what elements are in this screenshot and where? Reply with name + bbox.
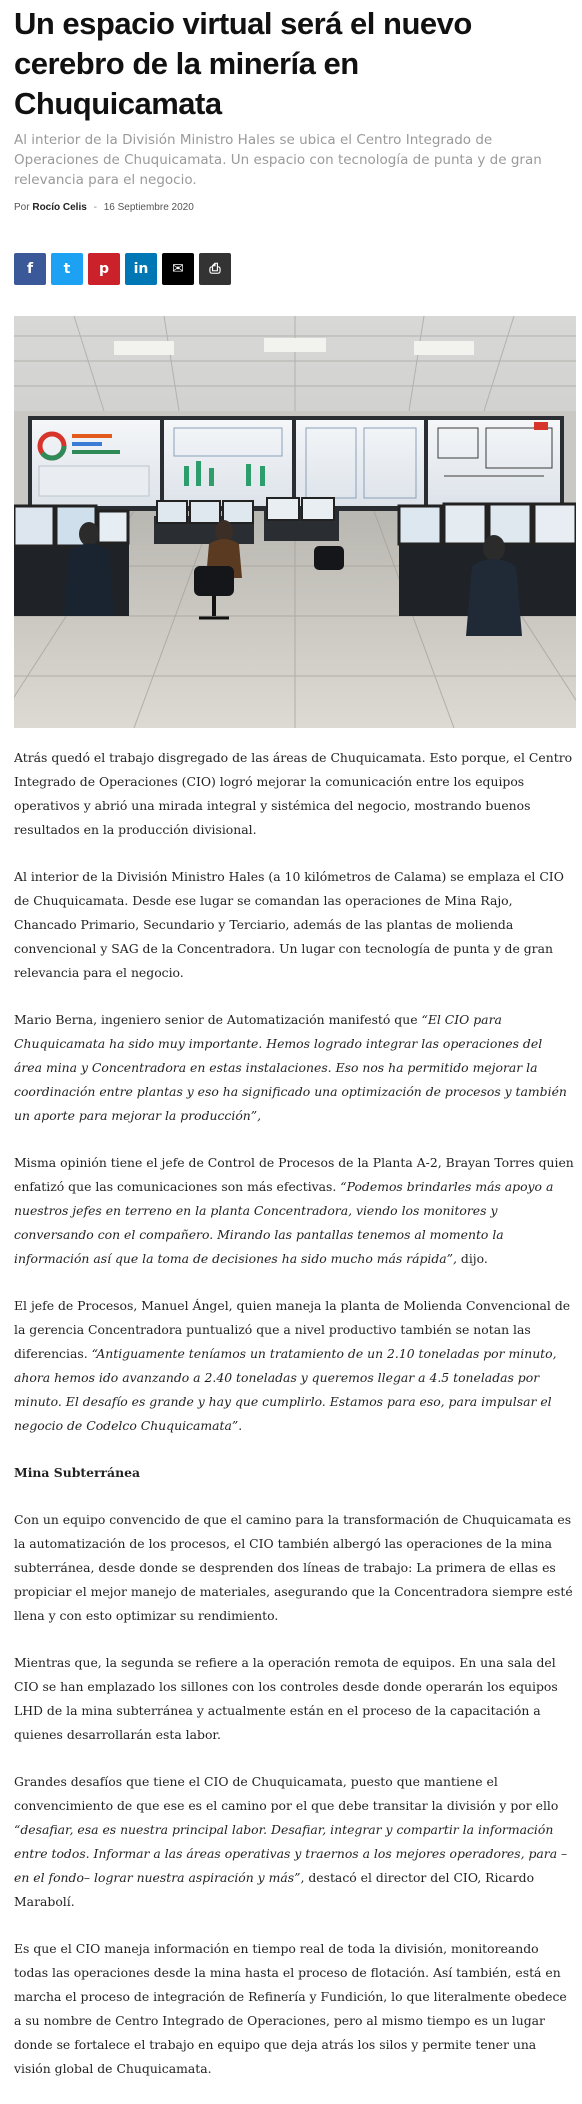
share-bar (14, 253, 231, 285)
paragraph-8 (14, 1770, 574, 1914)
paragraph-6: Con un equipo convencido de que el camino para la transformación de Chuquicamata es la automatización de los procesos, el CIO también albergó las operaciones de la mina subterránea, desde donde se desprenden dos líneas de trabajo: La primera de ellas es propiciar el mejor manejo de materiales, asegurando que la Concentradora siempre esté llena y con esto optimizar su rendimiento. (14, 1512, 573, 1623)
control-room-photo (14, 316, 576, 728)
paragraph-8-quote: “desafiar, esa es nuestra principal labor. Desafiar, integrar y compartir la información entre todos. Informar a las áreas operativas y traernos a los mejores operadores, para –en el fondo– lograr nuestra aspiración y más” (14, 1822, 568, 1885)
paragraph-2: Al interior de la División Ministro Hales (a 10 kilómetros de Calama) se emplaza el CIO de Chuquicamata. Desde ese lugar se comandan las operaciones de Mina Rajo, Chancado Primario, Secundario y Terciario, además de las plantas de molienda convencional y SAG de la Concentradora. Un lugar con tecnología de punta y de gran relevancia para el negocio. (14, 869, 564, 980)
section-heading-mina: Mina Subterránea (14, 1465, 141, 1480)
paragraph-3-quote: “El CIO para Chuquicamata ha sido muy importante. Hemos logrado integrar las operaciones del área mina y Concentradora en estas instalaciones. Eso nos ha permitido mejorar la coordinación entre plantas y eso ha significado una optimización de procesos y también un aporte para mejorar la producción”, (14, 1012, 567, 1123)
print-icon: ⎙ (209, 261, 221, 277)
paragraph-4-tail: dijo. (456, 1251, 488, 1266)
share-email-button[interactable] (162, 253, 194, 285)
email-icon: ✉ (172, 261, 184, 277)
linkedin-icon: in (133, 261, 149, 277)
facebook-icon: f (26, 261, 34, 277)
publish-date: 16 Septiembre 2020 (103, 202, 194, 213)
paragraph-4 (14, 1151, 574, 1271)
twitter-icon: t (63, 261, 71, 277)
paragraph-5 (14, 1294, 574, 1438)
article-title: Un espacio virtual será el nuevo cerebro de la minería en Chuquicamata (14, 6, 472, 121)
article (14, 0, 574, 2076)
paragraph-4-quote: “Podemos brindarles más apoyo a nuestros jefes en terreno en la planta Concentradora, viendo los monitores y conversando con el compañero. Mirando las pantallas tenemos al momento la información así que la toma de decisiones ha sido mucho más rápida”, (14, 1179, 554, 1266)
article-subtitle: Al interior de la División Ministro Hales se ubica el Centro Integrado de Operaciones de Chuquicamata. Un espacio con tecnología de punta y de gran relevancia para el negocio. (14, 132, 542, 188)
byline-prefix: Por (14, 202, 30, 213)
paragraph-3 (14, 1008, 574, 1128)
paragraph-8-text: Grandes desafíos que tiene el CIO de Chuquicamata, puesto que mantiene el convencimiento de que ese es el camino por el que debe transitar la división y por ello (14, 1774, 559, 1813)
paragraph-5-tail: . (238, 1418, 243, 1433)
pinterest-icon: p (98, 261, 110, 277)
paragraph-1: Atrás quedó el trabajo disgregado de las áreas de Chuquicamata. Esto porque, el Centro Integrado de Operaciones (CIO) logró mejorar la comunicación entre los equipos operativos y abrió una mirada integral y sistémica del negocio, mostrando buenos resultados en la producción divisional. (14, 750, 573, 837)
share-print-button[interactable] (199, 253, 231, 285)
paragraph-4-text: Misma opinión tiene el jefe de Control de Procesos de la Planta A-2, Brayan Torres quien enfatizó que las comunicaciones son más efectivas. (14, 1155, 574, 1194)
share-twitter-button[interactable] (51, 253, 83, 285)
paragraph-3-text: Mario Berna, ingeniero senior de Automatización manifestó que (14, 1012, 422, 1027)
author-link[interactable]: Rocío Celis (32, 202, 87, 213)
byline-separator: - (93, 202, 97, 213)
byline (14, 201, 574, 215)
hero-image (14, 316, 576, 728)
paragraph-5-text: El jefe de Procesos, Manuel Ángel, quien maneja la planta de Molienda Convencional de la gerencia Concentradora puntualizó que a nivel productivo también se notan las diferencias. (14, 1298, 571, 1361)
paragraph-7: Mientras que, la segunda se refiere a la operación remota de equipos. En una sala del CIO se han emplazado los sillones con los controles desde donde operarán los equipos LHD de la mina subterránea y actualmente están en el proceso de la capacitación a quienes desarrollarán esta labor. (14, 1655, 558, 1742)
share-linkedin-button[interactable] (125, 253, 157, 285)
paragraph-5-quote: “Antiguamente teníamos un tratamiento de un 2.10 toneladas por minuto, ahora hemos ido avanzando a 2.40 toneladas y queremos llegar a 4.5 toneladas por minuto. El desafío es grande y hay que cumplirlo. Estamos para eso, para impulsar el negocio de Codelco Chuquicamata” (14, 1346, 557, 1433)
paragraph-8-tail: , destacó el director del CIO, Ricardo Marabolí. (14, 1870, 535, 1909)
article-body (14, 746, 574, 2104)
share-pinterest-button[interactable] (88, 253, 120, 285)
share-facebook-button[interactable] (14, 253, 46, 285)
paragraph-9: Es que el CIO maneja información en tiempo real de toda la división, monitoreando todas las operaciones desde la mina hasta el proceso de flotación. Así también, está en marcha el proceso de integración de Refinería y Fundición, lo que literalmente obedece a su nombre de Centro Integrado de Operaciones, pero al mismo tiempo es un lugar donde se fortalece el trabajo en equipo que deja atrás los silos y permite tener una visión global de Chuquicamata. (14, 1941, 567, 2076)
